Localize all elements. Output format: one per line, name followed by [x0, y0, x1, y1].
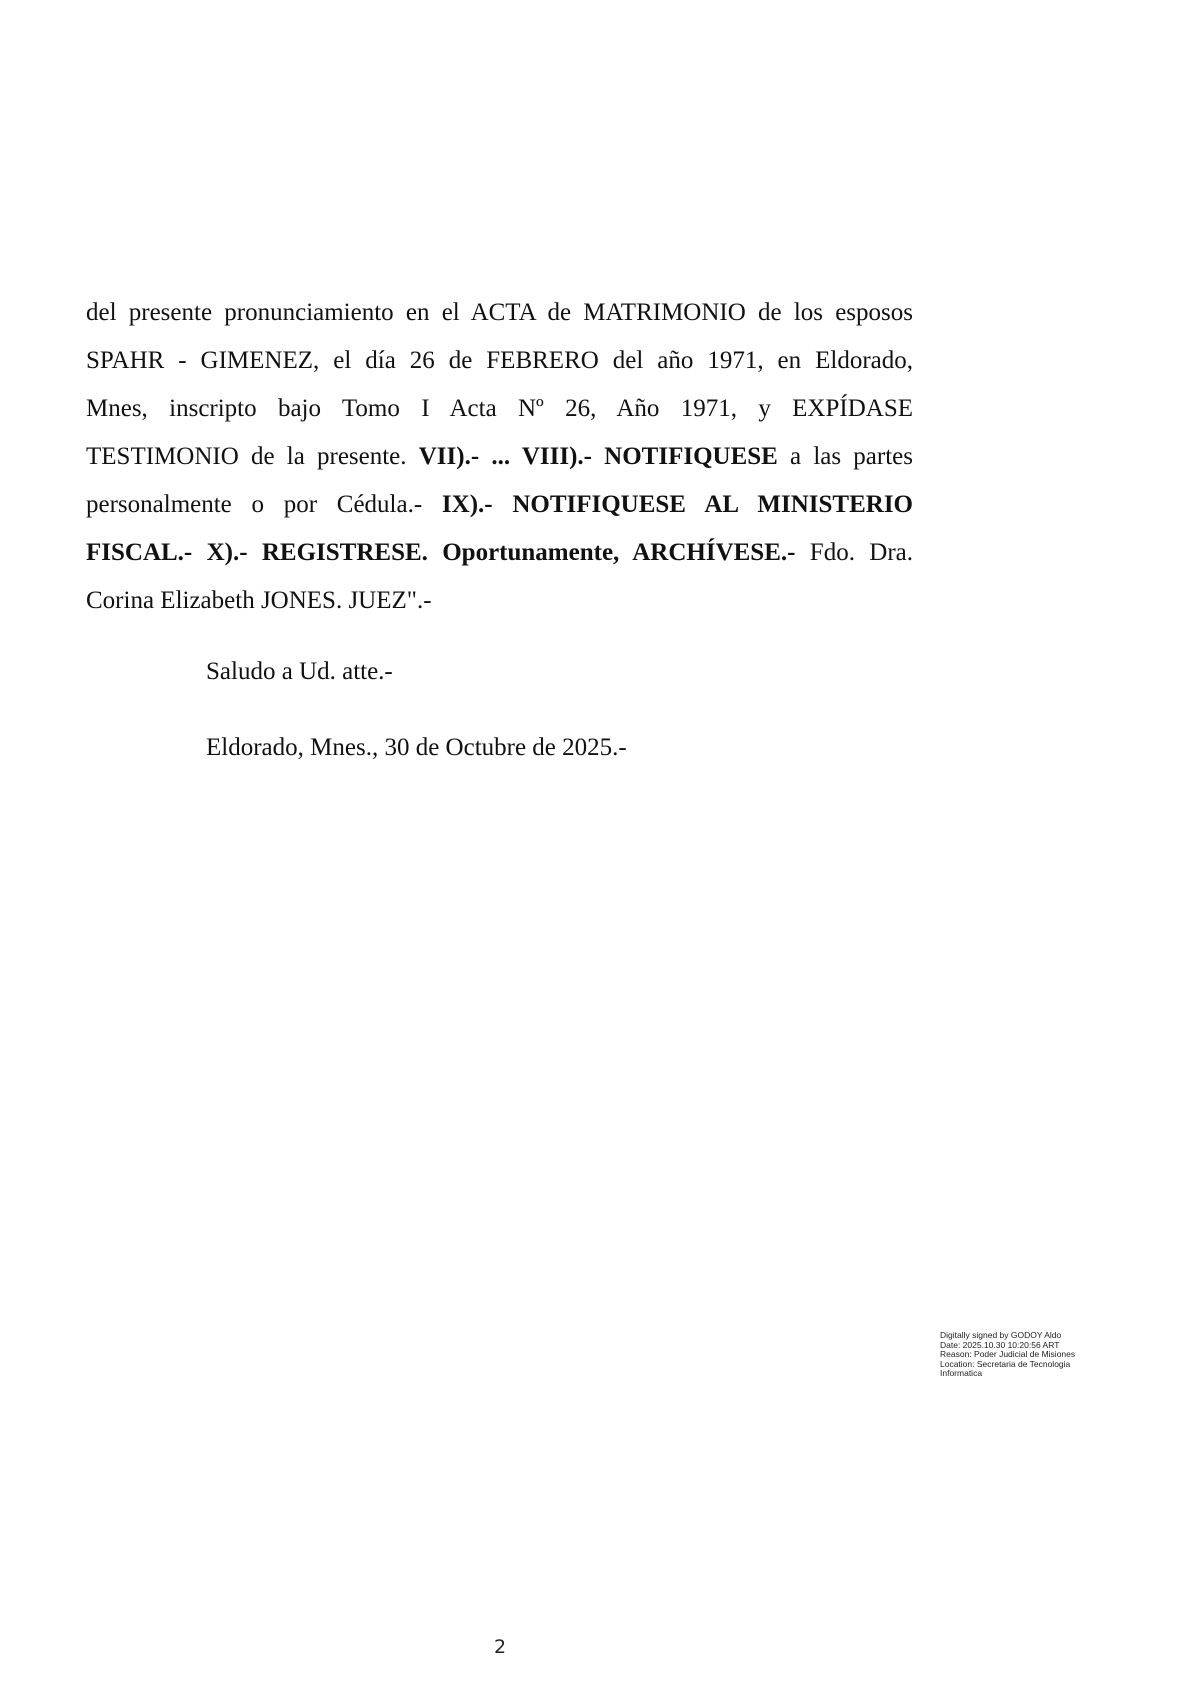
body-line — [86, 529, 913, 577]
signature-signer-line: Digitally signed by GODOY Aldo — [940, 1330, 1062, 1340]
text-run: Fdo. Dra. — [795, 539, 913, 566]
body-line — [86, 289, 913, 337]
document-body-paragraph — [86, 289, 913, 625]
text-run: Corina Elizabeth JONES. JUEZ".- — [86, 587, 432, 614]
signature-location-continuation: Informatica — [940, 1368, 983, 1378]
text-run: personalmente o por Cédula.- — [86, 491, 442, 518]
text-run: TESTIMONIO de la presente. — [86, 443, 419, 470]
page-number: 2 — [493, 1636, 507, 1658]
digital-signature-stamp — [940, 1331, 1140, 1379]
signature-date-line: Date: 2025.10.30 10:20:56 ART — [940, 1339, 1060, 1350]
text-run: del presente pronunciamiento en el ACTA de MATRIMONIO de los esposos — [86, 299, 913, 326]
bold-text-run: VII).- ... VIII).- NOTIFIQUESE — [418, 443, 778, 470]
signature-reason-line: Reason: Poder Judicial de Misiones — [940, 1349, 1076, 1359]
body-line — [86, 337, 913, 385]
body-line — [86, 577, 913, 625]
signature-location-line: Location: Secretaria de Tecnologia — [940, 1358, 1071, 1369]
text-run: a las partes — [777, 443, 913, 470]
body-line — [86, 385, 913, 433]
bold-text-run: IX).- NOTIFIQUESE AL MINISTERIO — [441, 491, 913, 518]
body-line — [86, 433, 913, 481]
closing-greeting: Saludo a Ud. atte.- — [206, 658, 393, 685]
text-run: Mnes, inscripto bajo Tomo I Acta Nº 26, Año 1971, y EXPÍDASE — [86, 395, 913, 422]
place-and-date: Eldorado, Mnes., 30 de Octubre de 2025.- — [206, 734, 627, 761]
bold-text-run: FISCAL.- X).- REGISTRESE. Oportunamente, ARCHÍVESE.- — [86, 539, 796, 566]
text-run: SPAHR - GIMENEZ, el día 26 de FEBRERO del año 1971, en Eldorado, — [86, 347, 913, 374]
body-line — [86, 481, 913, 529]
